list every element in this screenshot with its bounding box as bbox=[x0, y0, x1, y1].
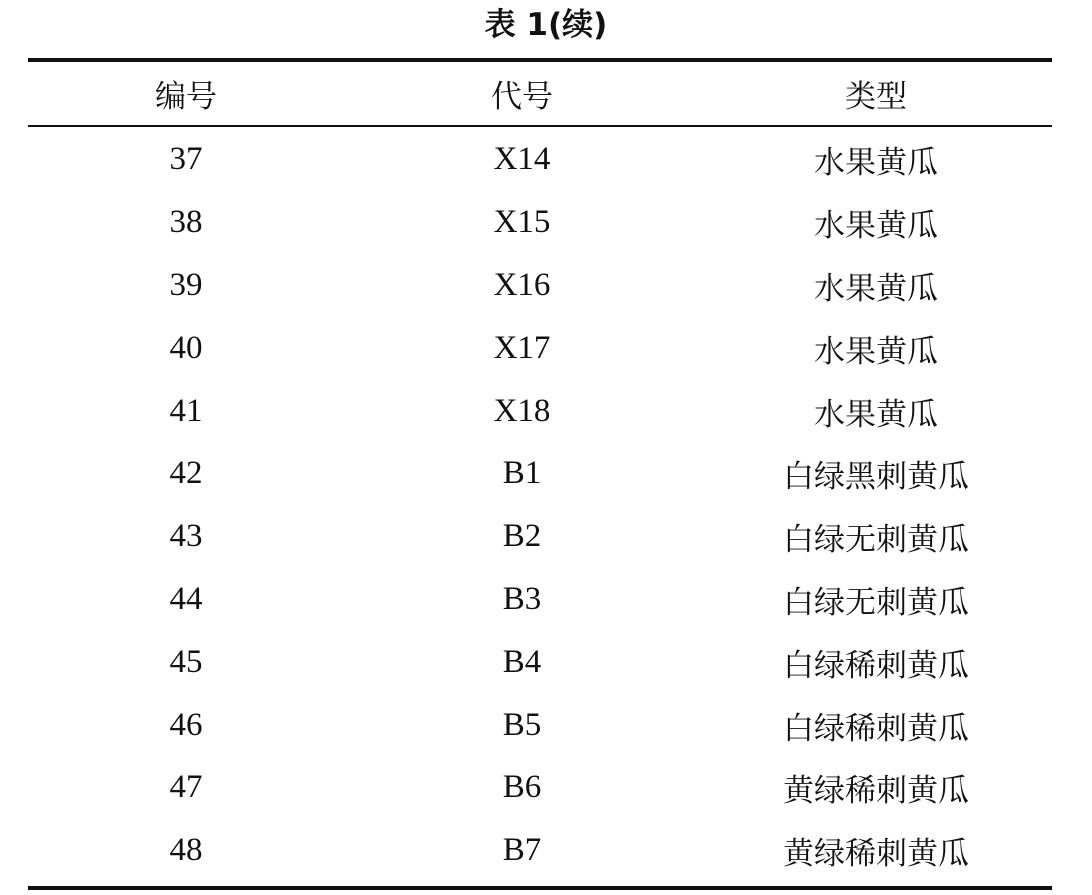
cell-type: 水果黄瓜 bbox=[814, 145, 938, 182]
cell-id: 48 bbox=[169, 832, 203, 869]
cell-id: 38 bbox=[169, 204, 203, 241]
cell-code: X17 bbox=[493, 329, 551, 366]
table-row bbox=[28, 819, 1052, 882]
table-row bbox=[28, 568, 1052, 631]
cell-id: 44 bbox=[169, 580, 203, 617]
cell-code: X15 bbox=[493, 204, 551, 241]
cell-id: 37 bbox=[169, 141, 203, 178]
cell-type: 黄绿稀刺黄瓜 bbox=[783, 773, 969, 810]
table-row bbox=[28, 505, 1052, 568]
cell-id: 47 bbox=[169, 769, 203, 806]
cell-code: B6 bbox=[502, 769, 542, 806]
table-row bbox=[28, 380, 1052, 443]
data-table bbox=[28, 58, 1052, 890]
cell-type: 水果黄瓜 bbox=[814, 270, 938, 307]
table-row bbox=[28, 442, 1052, 505]
cell-code: B7 bbox=[502, 832, 542, 869]
table-header-row bbox=[28, 62, 1052, 125]
cell-code: X16 bbox=[493, 266, 551, 303]
table-caption: 表 1(续) bbox=[484, 7, 608, 43]
cell-id: 42 bbox=[169, 455, 203, 492]
header-code: 代号 bbox=[491, 79, 553, 115]
cell-code: B5 bbox=[502, 706, 542, 743]
table-row bbox=[28, 756, 1052, 819]
cell-type: 水果黄瓜 bbox=[814, 208, 938, 245]
table-row bbox=[28, 191, 1052, 254]
header-id: 编号 bbox=[155, 79, 217, 115]
cell-type: 白绿无刺黄瓜 bbox=[783, 522, 969, 559]
cell-type: 黄绿稀刺黄瓜 bbox=[783, 836, 969, 873]
table-row bbox=[28, 129, 1052, 192]
cell-code: X18 bbox=[493, 392, 551, 429]
cell-code: B4 bbox=[502, 643, 542, 680]
cell-type: 白绿无刺黄瓜 bbox=[783, 584, 969, 621]
table-row bbox=[28, 631, 1052, 694]
cell-code: X14 bbox=[493, 141, 551, 178]
cell-type: 白绿稀刺黄瓜 bbox=[783, 647, 969, 684]
cell-code: B2 bbox=[502, 518, 542, 555]
cell-type: 白绿黑刺黄瓜 bbox=[783, 459, 969, 496]
table-row bbox=[28, 694, 1052, 757]
table-row bbox=[28, 317, 1052, 380]
cell-id: 41 bbox=[169, 392, 203, 429]
cell-id: 45 bbox=[169, 643, 203, 680]
cell-type: 水果黄瓜 bbox=[814, 396, 938, 433]
cell-code: B3 bbox=[502, 580, 542, 617]
cell-id: 39 bbox=[169, 266, 203, 303]
cell-id: 46 bbox=[169, 706, 203, 743]
header-type: 类型 bbox=[845, 79, 907, 115]
table-body bbox=[28, 127, 1052, 887]
cell-type: 白绿稀刺黄瓜 bbox=[783, 710, 969, 747]
cell-code: B1 bbox=[502, 455, 542, 492]
cell-type: 水果黄瓜 bbox=[814, 333, 938, 370]
cell-id: 40 bbox=[169, 329, 203, 366]
cell-id: 43 bbox=[169, 518, 203, 555]
table-bottom-rule bbox=[28, 886, 1052, 890]
table-row bbox=[28, 254, 1052, 317]
